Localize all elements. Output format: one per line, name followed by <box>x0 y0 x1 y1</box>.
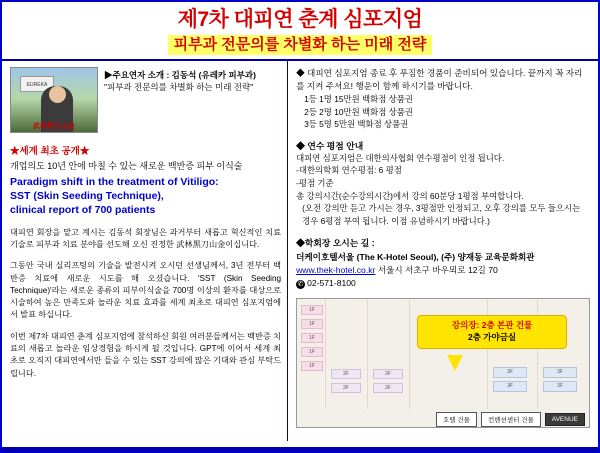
venue-name: 더케이호텔서울 (The K-Hotel Seoul), (주) 양재동 교육문화회관 <box>296 251 535 262</box>
venue-phone: 02-571-8100 <box>307 278 356 289</box>
venue-map[interactable] <box>296 298 590 428</box>
poster-body <box>2 61 598 441</box>
map-gridline <box>325 299 326 409</box>
body-paragraph-2: 그동안 국내 실리프팅의 기술을 발전시켜 오시던 선생님께서, 3년 전부터 백반증 치료에 새로운 시도를 해 오셨습니다. 'SST (Skin Seeding Technique)'라는 새로운 종류의 피부이식술을 700명 이상의 환자를 대상으로 시술하여 높은 만족도와 놀라운 치료 효과를 세계 최초로 대피연 심포지엄에서 발표 하십니다. <box>10 261 282 320</box>
map-room: 1F <box>301 361 323 371</box>
prize-list <box>304 93 590 131</box>
map-room: 2F <box>331 369 361 379</box>
paradigm-line-1: Paradigm shift in the treatment of Vitiligo: <box>10 176 219 189</box>
speaker-topic-line: "피부과 전문의를 차별화 하는 미래 전략" <box>104 82 254 93</box>
venue-block <box>296 236 590 291</box>
photo-caption: 武林黑刀山金 <box>33 123 75 131</box>
poster-header <box>2 2 598 61</box>
prize-block <box>296 67 590 131</box>
credit-line: -평점 기준 <box>296 178 334 189</box>
right-column <box>288 61 598 441</box>
photo-face-shape <box>49 86 66 103</box>
photo-sign-icon: EUREKA <box>20 76 54 92</box>
paradigm-line-3: clinical report of 700 patients <box>10 204 156 217</box>
map-room: 1F <box>301 333 323 343</box>
map-room: 3F <box>493 367 527 378</box>
venue-address: 서울시 서초구 바우뫼로 12길 70 <box>377 264 498 275</box>
bottom-rule <box>2 447 598 451</box>
map-room: 1F <box>301 319 323 329</box>
credit-block <box>296 139 590 228</box>
page-subtitle: 피부과 전문의를 차별화 하는 미래 전략 <box>168 35 433 55</box>
map-room: 2F <box>331 383 361 393</box>
venue-url-link[interactable]: www.thek-hotel.co.kr <box>296 264 376 275</box>
map-room: 3F <box>543 367 577 378</box>
body-paragraph-3: 이번 제7차 대피연 춘계 심포지엄에 참석하신 회원 여러분들께서는 백반증 치료의 새롭고 놀라운 임상경험을 하시게 될 것입니다. GPT에 이어서 세계 최초로 오직지 대피연에서만 들을 수 있는 SST 강의에 많은 기대와 관심 부탁드립니다. <box>10 331 282 378</box>
legend-item: AVENUE <box>545 413 585 426</box>
callout-line-1: 강의장: 2층 본관 건물 <box>451 320 533 331</box>
credit-line: 총 강의시간(순수강의시간)에서 강의 60분당 1평점 부여합니다. <box>296 190 524 201</box>
lecture-hall-callout <box>417 315 567 349</box>
lead-line: 개업의도 10년 안에 마칠 수 있는 새로운 백반증 피부 이식술 <box>10 161 243 172</box>
speaker-photo <box>10 67 98 133</box>
speaker-text-block <box>104 67 256 133</box>
speaker-intro <box>10 67 281 133</box>
legend-item: 호텔 건물 <box>436 412 477 427</box>
map-room: 1F <box>301 305 323 315</box>
venue-details <box>296 251 590 291</box>
map-room: 2F <box>373 369 403 379</box>
map-gridline <box>367 299 368 409</box>
callout-line-2: 2층 가야금실 <box>468 332 517 343</box>
paradigm-line-2: SST (Skin Seeding Technique), <box>10 190 164 203</box>
venue-heading: ◆학회장 오시는 길 : <box>296 237 375 248</box>
speaker-name-line: ▶주요연자 소개 : 김동석 (유레카 피부과) <box>104 70 256 81</box>
credit-line: -대한의학회 연수평점: 6 평점 <box>296 165 402 176</box>
list-item: 3등 5명 5만원 백화점 상품권 <box>304 119 409 130</box>
legend-item: 컨벤션센터 건물 <box>481 412 541 427</box>
credit-line: 대피연 심포지엄은 대한의사협회 연수평점이 인정 됩니다. <box>296 152 505 163</box>
list-item: 2등 2명 10만원 백화점 상품권 <box>304 106 413 117</box>
callout-pointer-icon <box>447 355 463 371</box>
world-first-badge: ★세계 최초 공개★ <box>10 146 90 158</box>
page-title: 제7차 대피연 춘계 심포지엄 <box>177 8 423 31</box>
map-room: 3F <box>543 381 577 392</box>
map-gridline <box>409 299 410 409</box>
credit-heading: ◆ 연수 평점 안내 <box>296 140 364 151</box>
map-room: 3F <box>493 381 527 392</box>
credit-line: (오전 강의만 듣고 가시는 경우, 3평점만 인정되고, 오후 강의를 모두 들으시는 경우 6평점 부여 됩니다. 이점 유념하시기 바랍니다.) <box>302 203 581 226</box>
left-column <box>2 61 288 441</box>
list-item: 1등 1명 15만원 백화점 상품권 <box>304 94 413 105</box>
map-legend <box>297 411 589 427</box>
phone-icon: ✆ <box>297 281 304 289</box>
paradigm-heading <box>10 175 281 218</box>
map-room: 1F <box>301 347 323 357</box>
prize-heading: ◆ 대피연 심포지엄 종료 후 푸짐한 경품이 준비되어 있습니다. 끝까지 꼭 자리를 지켜 주셔요! 행운이 함께 하시기를 바랍니다. <box>296 68 583 91</box>
map-room: 2F <box>373 383 403 393</box>
body-paragraph-1: 대피연 회장을 맡고 계시는 김동석 회장님은 과거부터 새롭고 혁신적인 치료 기술로 피부과 치료 분야를 선도해 오신 진정한 武林黑刀山金이십니다. <box>10 227 282 249</box>
